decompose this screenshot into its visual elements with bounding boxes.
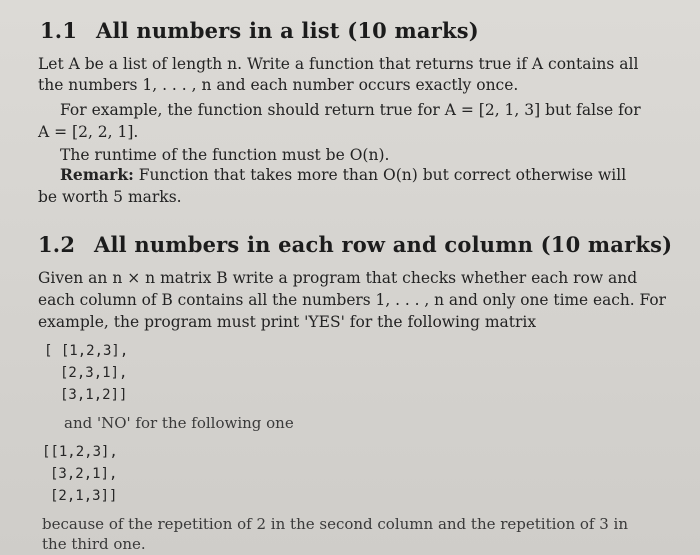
section-1-2-line-3: example, the program must print 'YES' for the following matrix <box>38 313 537 331</box>
matrix-no-row-3: [2,1,3]] <box>50 488 118 504</box>
section-1-1-remark-line: Remark: Function that takes more than O(n) but correct otherwise will <box>60 165 627 184</box>
matrix-yes-row-2: [2,3,1], <box>60 365 128 381</box>
section-1-2-heading <box>38 232 672 257</box>
section-1-1-line-3: For example, the function should return true for A = [2, 1, 3] but false for <box>60 101 641 119</box>
section-1-2-title: All numbers in each row and column (10 marks) <box>94 232 673 257</box>
closing-line-2: the third one. <box>42 535 146 553</box>
section-1-1-line-1: Let A be a list of length n. Write a function that returns true if A contains all <box>38 55 639 73</box>
matrix-no-row-1: [[1,2,3], <box>42 444 118 460</box>
section-1-1-line-7: be worth 5 marks. <box>38 188 182 206</box>
closing-line-1: because of the repetition of 2 in the second column and the repetition of 3 in <box>42 515 629 533</box>
section-1-1-number: 1.1 <box>40 18 78 43</box>
remark-label: Remark: <box>60 165 134 184</box>
matrix-no-row-2: [3,2,1], <box>50 466 118 482</box>
section-1-1-line-5: The runtime of the function must be O(n). <box>60 146 390 164</box>
matrix-yes-row-1: [ [1,2,3], <box>44 343 129 359</box>
section-1-2-number: 1.2 <box>38 232 76 257</box>
matrix-yes-row-3: [3,1,2]] <box>60 387 128 403</box>
section-1-2-line-2: each column of B contains all the numbers 1, . . . , n and only one time each. For <box>38 291 666 309</box>
section-1-1-line-4: A = [2, 2, 1]. <box>38 123 139 141</box>
section-1-2-line-1: Given an n × n matrix B write a program that checks whether each row and <box>38 269 638 287</box>
section-1-1-title: All numbers in a list (10 marks) <box>96 18 479 43</box>
middle-text-line: and 'NO' for the following one <box>64 414 294 432</box>
section-1-1-heading <box>40 18 479 43</box>
section-1-1-line-2: the numbers 1, . . . , n and each number occurs exactly once. <box>38 76 519 94</box>
